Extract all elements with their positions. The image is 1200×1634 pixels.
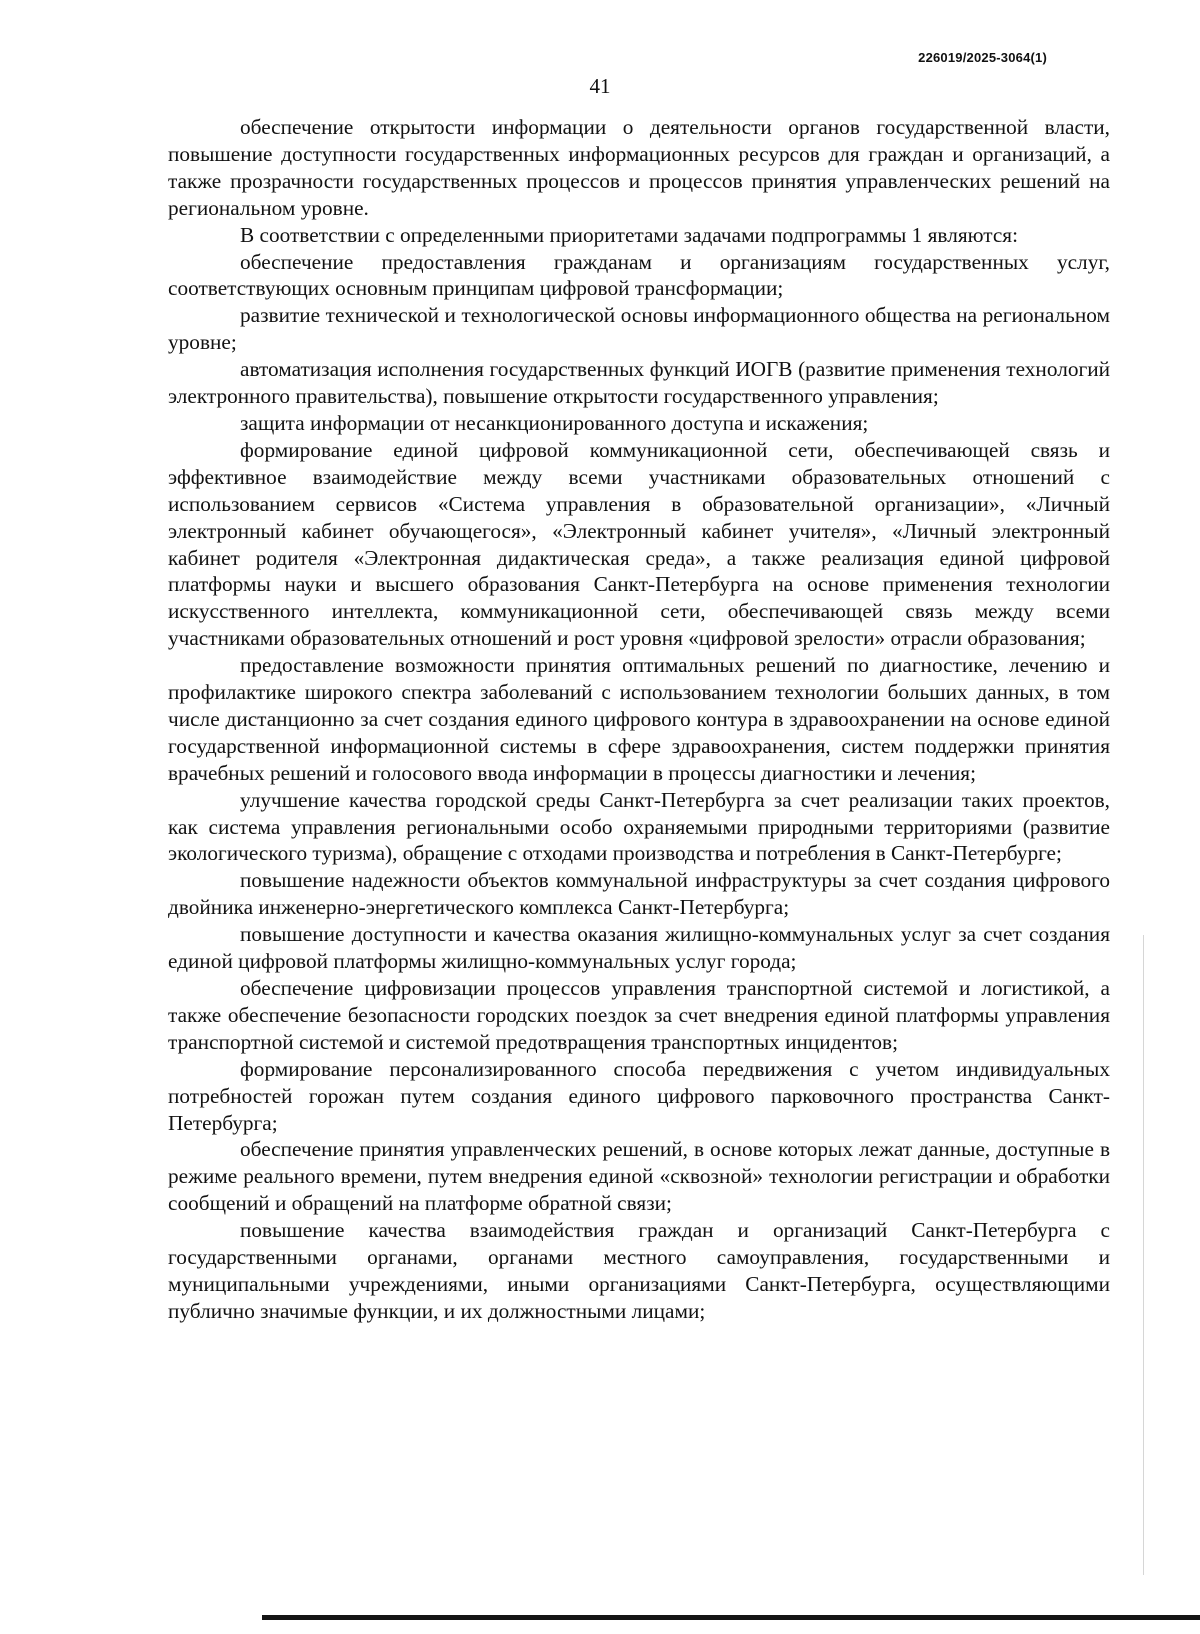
scan-edge-line	[1143, 935, 1144, 1575]
document-body	[168, 114, 1110, 1325]
paragraph: предоставление возможности принятия оптимальных решений по диагностике, лечению и профилактике широкого спектра заболеваний с использованием технологии больших данных, в том числе дистанционно за счет создания единого цифрового контура в здравоохранении на основе единой государственной информационной системы в сфере здравоохранения, систем поддержки принятия врачебных решений и голосового ввода информации в процессы диагностики и лечения;	[168, 653, 1110, 785]
paragraph: улучшение качества городской среды Санкт-Петербурга за счет реализации таких проектов, как система управления региональными особо охраняемыми природными территориями (развитие экологического туризма), обращение с отходами производства и потребления в Санкт-Петербурге;	[168, 787, 1110, 866]
document-registration-number: 226019/2025-3064(1)	[918, 50, 1047, 65]
paragraph: формирование единой цифровой коммуникационной сети, обеспечивающей связь и эффективное взаимодействие между всеми участниками образовательных отношений с использованием сервисов «Система управления в образовательной организации», «Личный электронный кабинет обучающегося», «Электронный кабинет учителя», «Личный электронный кабинет родителя «Электронная дидактическая среда», а также реализация единой цифровой платформы науки и высшего образования Санкт-Петербурга на основе применения технологии искусственного интеллекта, коммуникационной сети, обеспечивающей связь между всеми участниками образовательных отношений и рост уровня «цифровой зрелости» отрасли образования;	[168, 437, 1110, 651]
paragraph: В соответствии с определенными приоритетами задачами подпрограммы 1 являются:	[240, 222, 1018, 247]
paragraph: повышение надежности объектов коммунальной инфраструктуры за счет создания цифрового двойника инженерно-энергетического комплекса Санкт-Петербурга;	[168, 868, 1110, 920]
scan-bottom-bar	[262, 1615, 1200, 1620]
paragraph: повышение качества взаимодействия граждан и организаций Санкт-Петербурга с государственными органами, органами местного самоуправления, государственными и муниципальными учреждениями, иными организациями Санкт-Петербурга, осуществляющими публично значимые функции, и их должностными лицами;	[168, 1218, 1110, 1323]
paragraph: автоматизация исполнения государственных функций ИОГВ (развитие применения технологий электронного правительства), повышение открытости государственного управления;	[168, 357, 1110, 409]
paragraph: развитие технической и технологической основы информационного общества на региональном уровне;	[168, 303, 1110, 355]
page-number: 41	[589, 74, 611, 98]
paragraph: обеспечение открытости информации о деятельности органов государственной власти, повышение доступности государственных информационных ресурсов для граждан и организаций, а также прозрачности государственных процессов и процессов принятия управленческих решений на региональном уровне.	[168, 115, 1110, 220]
paragraph: обеспечение цифровизации процессов управления транспортной системой и логистикой, а также обеспечение безопасности городских поездок за счет внедрения единой платформы управления транспортной системой и системой предотвращения транспортных инцидентов;	[168, 976, 1110, 1054]
paragraph: формирование персонализированного способа передвижения с учетом индивидуальных потребностей горожан путем создания единого цифрового парковочного пространства Санкт-Петербурга;	[168, 1056, 1110, 1135]
paragraph: повышение доступности и качества оказания жилищно-коммунальных услуг за счет создания единой цифровой платформы жилищно-коммунальных услуг города;	[168, 922, 1110, 974]
paragraph: защита информации от несанкционированного доступа и искажения;	[240, 410, 869, 435]
paragraph: обеспечение предоставления гражданам и организациям государственных услуг, соответствующих основным принципам цифровой трансформации;	[168, 249, 1110, 301]
paragraph: обеспечение принятия управленческих решений, в основе которых лежат данные, доступные в режиме реального времени, путем внедрения единой «сквозной» технологии регистрации и обработки сообщений и обращений на платформе обратной связи;	[168, 1137, 1110, 1216]
